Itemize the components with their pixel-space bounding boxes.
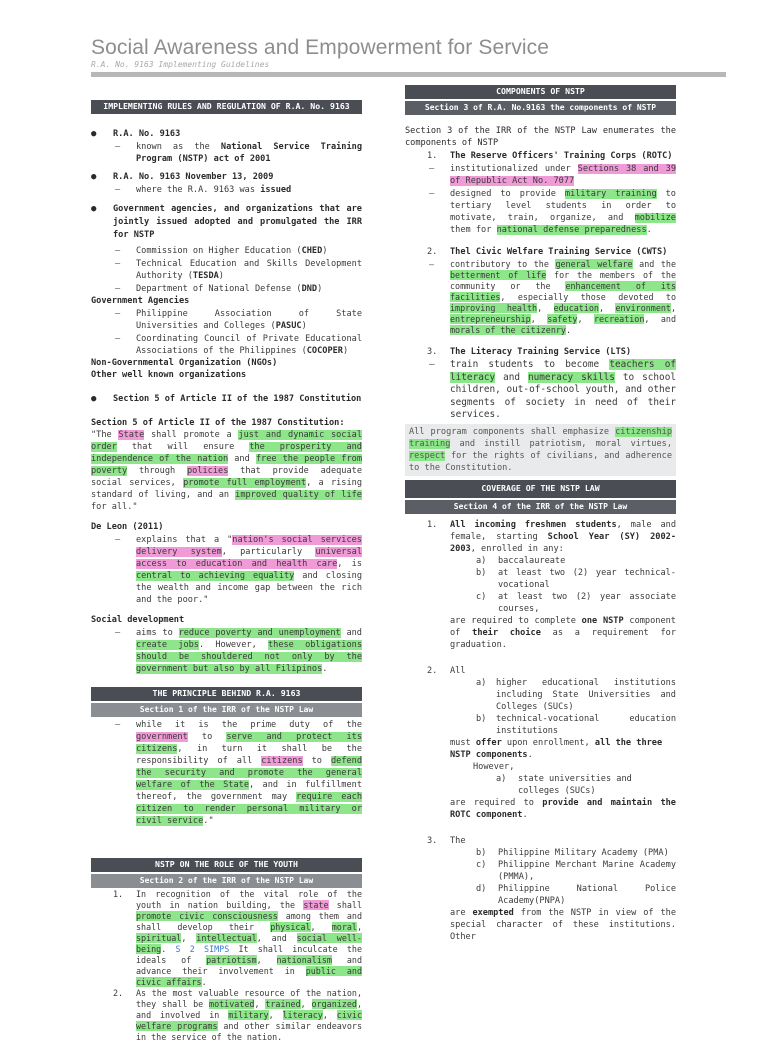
component-rotc: 1. The Reserve Officers' Training Corps (ROTC) (427, 151, 673, 161)
coverage-1-tail: are required to complete one NSTP component of their choice as a requirement for graduation. (450, 615, 677, 650)
coverage-subheader: Section 4 of the IRR of the NSTP Law (405, 500, 676, 514)
coverage-2-tail2: are required to provide and maintain the ROTC component. (450, 797, 676, 820)
other-orgs-label: Other well known organizations (91, 370, 247, 380)
dash-item: – designed to provide military training to tertiary level students in order to motivate, train, organize, and mobilize them for national defense preparedness. (405, 188, 676, 236)
bullet-ra-9163: ● R.A. No. 9163 (91, 128, 362, 140)
component-cwts: 2. Thel Civic Welfare Training Service (CWTS) (427, 247, 668, 257)
youth-item-1: 1. In recognition of the vital role of the youth in nation building, the state shall promote civic consciousness among them and shall develop their physical, moral, spiritual, intellectual, and social well-being. S 2 SIMPS It shall inculcate the ideals of patriotism, nationalism and advance their involvement in public and civic affairs. (113, 889, 363, 987)
bullet-agencies: ● Government agencies, and organizations that are jointly issued adopted and promulgated the IRR for NSTP (91, 203, 362, 242)
components-subheader: Section 3 of R.A. No.9163 the components of NSTP (405, 101, 676, 115)
dash-item: – Department of National Defense (DND) (91, 283, 362, 295)
dash-item: – Technical Education and Skills Development Authority (TESDA) (91, 258, 362, 282)
coverage-item-3: 3. The (427, 835, 466, 846)
sec5-quote: "The State shall promote a just and dynamic social order that will ensure the prosperity and independence of the nation and free the people from poverty through policies that provide adequate social services, promote full employment, a rising standard of living, and an improved quality of life for all." (91, 430, 362, 512)
principle-header: THE PRINCIPLE BEHIND R.A. 9163 (91, 687, 362, 701)
program-note: All program components shall emphasize citizenship training and instill patriotism, moral virtues, respect for the rights of civilians, and adherence to the Constitution. (405, 424, 676, 476)
dash-item: – Philippine Association of State Universities and Colleges (PASUC) (91, 308, 362, 332)
header-rule (91, 72, 726, 77)
page-title: Social Awareness and Empowerment for Service (91, 36, 550, 59)
socdev-label: Social development (91, 615, 185, 625)
dash-item: – Coordinating Council of Private Educational Associations of the Philippines (COCOPER) (91, 333, 362, 357)
components-header: COMPONENTS OF NSTP (405, 85, 676, 99)
dash-item: – known as the National Service Training Program (NSTP) act of 2001 (91, 141, 362, 165)
dash-item: – Commission on Higher Education (CHED) (91, 245, 362, 257)
deleon-text: – explains that a "nation's social services delivery system, particularly universal access to education and health care, is central to achieving equality and closing the wealth and income gap between the rich and the poor." (91, 534, 362, 606)
ngo-label: Non-Governmental Organization (NGOs) (91, 358, 278, 368)
coverage-1-list: a) baccalaureate b) at least two (2) year technical-vocational c) at least two (2) year associate courses, (476, 555, 676, 614)
coverage-2-list2: a) state universities and colleges (SUCs) (496, 773, 632, 796)
youth-subheader: Section 2 of the IRR of the NSTP Law (91, 874, 362, 888)
left-column (91, 100, 362, 1043)
component-lts: 3. The Literacy Training Service (LTS) (427, 347, 632, 357)
coverage-item-1: 1. All incoming freshmen students, male and female, starting School Year (SY) 2002-2003, enrolled in any: (427, 519, 676, 554)
bullet-ra-date: ● R.A. No. 9163 November 13, 2009 (91, 171, 362, 183)
youth-header: NSTP ON THE ROLE OF THE YOUTH (91, 858, 362, 872)
dash-item: – where the R.A. 9163 was issued (91, 184, 362, 196)
coverage-2-tail: must offer upon enrollment, all the three NSTP components. (450, 737, 663, 760)
dash-item: – contributory to the general welfare and the betterment of life for the members of the community or the enhancement of its facilities, especially those devoted to improving health, education, environment, entrepreneurship, safety, recreation, and morals of the citizenry. (405, 259, 676, 336)
bullet-constitution: ● Section 5 of Article II of the 1987 Constitution (91, 393, 362, 405)
coverage-item-2: 2. All (427, 665, 466, 676)
deleon-label: De Leon (2011) (91, 522, 164, 532)
components-intro: Section 3 of the IRR of the NSTP Law enumerates the components of NSTP (405, 126, 676, 148)
coverage-2-however: However, (473, 761, 515, 772)
principle-text: – while it is the prime duty of the government to serve and protect its citizens, in turn it shall be the responsibility of all citizens to defend the security and promote the general welfare of the State, and in fulfillment thereof, the government may require each citizen to render personal military or civil service." (91, 719, 362, 827)
dash-item: – institutionalized under Sections 38 and 39 of Republic Act No. 7077 (405, 163, 676, 187)
gov-agencies-label: Government Agencies (91, 296, 190, 306)
irr-header: IMPLEMENTING RULES AND REGULATION OF R.A. No. 9163 (91, 100, 362, 114)
dash-item: – train students to become teachers of literacy and numeracy skills to school children, out-of-school youth, and other segments of society in need of their services. (405, 359, 676, 422)
sec5-label: Section 5 of Article II of the 1987 Constitution: (91, 418, 345, 428)
youth-item-2: 2. As the most valuable resource of the nation, they shall be motivated, trained, organized, and involved in military, literacy, civic welfare programs and other similar endeavors in the service of the nation. (113, 988, 362, 1042)
coverage-2-list: a) higher educational institutions including State Universities and Colleges (SUCs) b) technical-vocational education institutions (476, 677, 676, 736)
page-subtitle: R.A. No. 9163 Implementing Guidelines (91, 60, 270, 69)
coverage-3-list: b) Philippine Military Academy (PMA) c) Philippine Merchant Marine Academy (PMMA), d) Philippine National Police Academy(PNPA) (476, 847, 676, 906)
right-column (405, 85, 676, 943)
coverage-3-tail: are exempted from the NSTP in view of the special character of these institutions. Other (450, 907, 676, 942)
coverage-header: COVERAGE OF THE NSTP LAW (405, 480, 676, 498)
socdev-text: – aims to reduce poverty and unemployment and create jobs. However, these obligations should be shouldered not only by the government but also by all Filipinos. (91, 627, 362, 675)
principle-subheader: Section 1 of the IRR of the NSTP Law (91, 703, 362, 717)
